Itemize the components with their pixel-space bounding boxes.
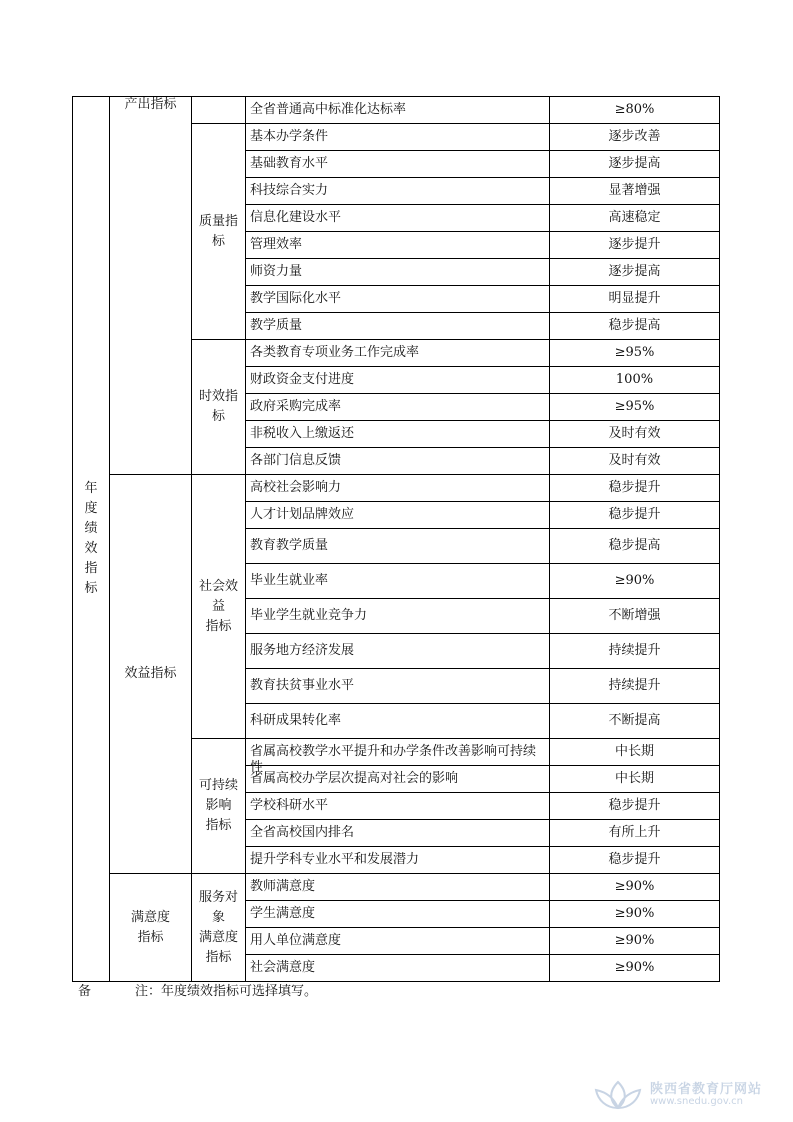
value-cell: ≥80% [550, 97, 720, 124]
value-cell: ≥90% [550, 955, 720, 982]
indicator-cell: 教学国际化水平 [246, 286, 550, 313]
value-cell: 明显提升 [550, 286, 720, 313]
value-cell: 稳步提升 [550, 502, 720, 529]
value-cell: 100% [550, 367, 720, 394]
service-satisfaction-label: 服务对 象 满意度 指标 [192, 874, 246, 982]
value-cell: ≥95% [550, 340, 720, 367]
indicator-cell: 教育教学质量 [246, 529, 550, 564]
value-cell: 及时有效 [550, 448, 720, 475]
indicator-cell: 省属高校办学层次提高对社会的影响 [246, 766, 550, 793]
value-cell: ≥90% [550, 874, 720, 901]
sustainability-label: 可持续 影响 指标 [192, 739, 246, 874]
value-cell: 中长期 [550, 766, 720, 793]
indicator-cell: 基本办学条件 [246, 124, 550, 151]
indicator-cell: 学校科研水平 [246, 793, 550, 820]
value-cell: 逐步改善 [550, 124, 720, 151]
value-cell: 逐步提升 [550, 232, 720, 259]
value-cell: 稳步提升 [550, 793, 720, 820]
indicator-cell: 政府采购完成率 [246, 394, 550, 421]
empty-subcategory-cell [192, 97, 246, 124]
watermark-title: 陕西省教育厅网站 [650, 1082, 763, 1097]
indicator-cell: 毕业学生就业竞争力 [246, 599, 550, 634]
indicator-cell: 省属高校教学水平提升和办学条件改善影响可持续性 [246, 739, 550, 766]
value-cell: ≥90% [550, 564, 720, 599]
indicator-cell: 各类教育专项业务工作完成率 [246, 340, 550, 367]
value-cell: 逐步提高 [550, 259, 720, 286]
indicator-cell: 非税收入上缴返还 [246, 421, 550, 448]
watermark-url: www.snedu.gov.cn [650, 1096, 743, 1107]
note-label-a: 备 [78, 984, 92, 999]
satisfaction-indicator-label: 满意度 指标 [110, 874, 192, 982]
indicator-cell: 基础教育水平 [246, 151, 550, 178]
note-label-b: 注： [135, 984, 162, 999]
indicator-cell: 科技综合实力 [246, 178, 550, 205]
indicator-cell: 财政资金支付进度 [246, 367, 550, 394]
annual-performance-header: 年 度 绩 效 指 标 [73, 97, 110, 982]
timeliness-indicator-label: 时效指 标 [192, 340, 246, 475]
value-cell: 稳步提升 [550, 475, 720, 502]
indicator-cell: 服务地方经济发展 [246, 634, 550, 669]
site-watermark [590, 1074, 780, 1114]
value-cell: 持续提升 [550, 634, 720, 669]
value-cell: 及时有效 [550, 421, 720, 448]
indicator-cell: 社会满意度 [246, 955, 550, 982]
quality-indicator-label: 质量指 标 [192, 124, 246, 340]
indicator-cell: 科研成果转化率 [246, 704, 550, 739]
indicator-cell: 全省普通高中标准化达标率 [246, 97, 550, 124]
indicator-cell: 用人单位满意度 [246, 928, 550, 955]
indicator-cell: 信息化建设水平 [246, 205, 550, 232]
indicator-cell: 全省高校国内排名 [246, 820, 550, 847]
indicator-cell: 毕业生就业率 [246, 564, 550, 599]
value-cell: ≥95% [550, 394, 720, 421]
indicator-cell: 管理效率 [246, 232, 550, 259]
indicator-cell: 学生满意度 [246, 901, 550, 928]
indicator-cell: 教师满意度 [246, 874, 550, 901]
value-cell: 持续提升 [550, 669, 720, 704]
output-indicator-label: 产出指标 [110, 97, 192, 475]
value-cell: 稳步提高 [550, 313, 720, 340]
benefit-indicator-label: 效益指标 [110, 475, 192, 874]
value-cell: 不断提高 [550, 704, 720, 739]
value-cell: 高速稳定 [550, 205, 720, 232]
value-cell: 稳步提高 [550, 529, 720, 564]
indicator-cell: 高校社会影响力 [246, 475, 550, 502]
value-cell: 稳步提升 [550, 847, 720, 874]
indicator-cell: 教学质量 [246, 313, 550, 340]
value-cell: ≥90% [550, 901, 720, 928]
footnote [78, 980, 317, 999]
value-cell: 逐步提高 [550, 151, 720, 178]
lotus-logo-icon [590, 1074, 646, 1114]
indicator-cell: 人才计划品牌效应 [246, 502, 550, 529]
value-cell: 不断增强 [550, 599, 720, 634]
value-cell: ≥90% [550, 928, 720, 955]
indicator-cell: 师资力量 [246, 259, 550, 286]
value-cell: 中长期 [550, 739, 720, 766]
performance-indicator-table [72, 96, 720, 982]
indicator-cell: 教育扶贫事业水平 [246, 669, 550, 704]
value-cell: 显著增强 [550, 178, 720, 205]
social-benefit-label: 社会效 益 指标 [192, 475, 246, 739]
indicator-cell: 各部门信息反馈 [246, 448, 550, 475]
note-text: 年度绩效指标可选择填写。 [161, 984, 318, 999]
indicator-cell: 提升学科专业水平和发展潜力 [246, 847, 550, 874]
value-cell: 有所上升 [550, 820, 720, 847]
